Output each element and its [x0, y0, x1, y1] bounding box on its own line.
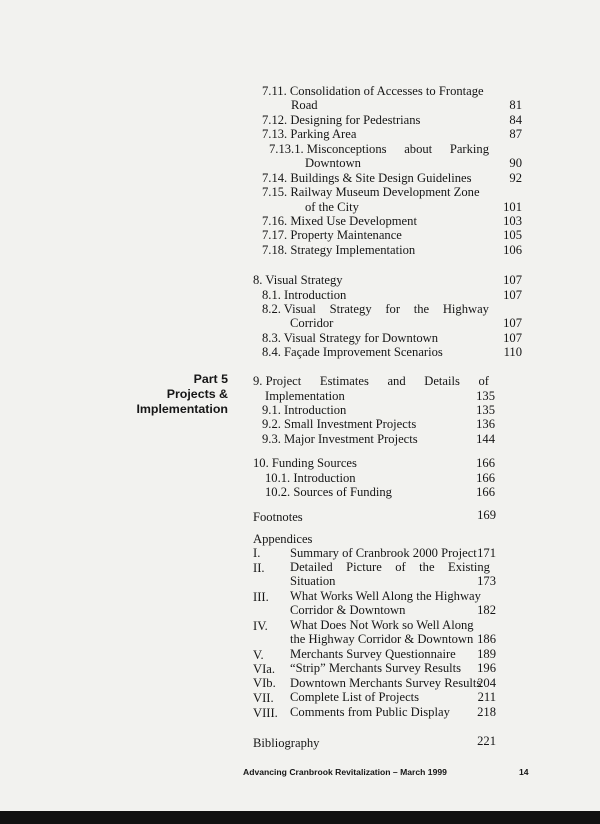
appendix-entry-cont: Corridor & Downtown	[290, 603, 406, 617]
toc-page: 107	[503, 273, 522, 287]
toc-page: 166	[476, 471, 495, 485]
toc-entry-7-18: 7.18. Strategy Implementation	[262, 243, 416, 257]
appendix-number: VIa.	[253, 662, 276, 676]
part-heading-line-2: Implementation	[136, 402, 228, 416]
appendix-number: IV.	[253, 619, 268, 633]
toc-entry-7-11: 7.11. Consolidation of Accesses to Frontage	[262, 84, 484, 98]
appendix-number: VIb.	[253, 676, 276, 690]
appendix-number: II.	[253, 561, 265, 575]
toc-page: 107	[503, 331, 522, 345]
toc-entry-7-14: 7.14. Buildings & Site Design Guidelines	[262, 171, 472, 185]
toc-entry-7-13-1: 7.13.1. Misconceptions about Parking	[269, 142, 489, 156]
toc-entry-9-2: 9.2. Small Investment Projects	[262, 417, 417, 431]
appendix-entry: Downtown Merchants Survey Results	[290, 676, 482, 690]
part-label: Part 5	[193, 372, 228, 386]
toc-page: 166	[476, 485, 495, 499]
toc-entry-7-11-cont: Road	[291, 98, 318, 112]
appendix-entry-cont: the Highway Corridor & Downtown	[290, 632, 474, 646]
appendix-number: VIII.	[253, 706, 278, 720]
toc-entry-9-cont: Implementation	[265, 389, 345, 403]
footer-title: Advancing Cranbrook Revitalization – March 1999	[243, 767, 447, 777]
appendix-number: I.	[253, 546, 261, 560]
toc-page: 211	[477, 690, 496, 704]
toc-entry-7-12: 7.12. Designing for Pedestrians	[262, 113, 421, 127]
toc-page: 221	[477, 734, 496, 748]
appendix-number: VII.	[253, 691, 274, 705]
appendix-entry: What Works Well Along the Highway	[290, 589, 481, 603]
toc-page: 204	[477, 676, 496, 690]
appendix-entry: Comments from Public Display	[290, 705, 450, 719]
toc-entry-7-15: 7.15. Railway Museum Development Zone	[262, 185, 480, 199]
toc-page: 189	[477, 647, 496, 661]
toc-entry-9: 9. Project Estimates and Details of	[253, 374, 489, 388]
toc-entry-bibliography: Bibliography	[253, 736, 320, 750]
toc-entry-9-3: 9.3. Major Investment Projects	[262, 432, 418, 446]
appendix-number: III.	[253, 590, 269, 604]
toc-entry-8-2-cont: Corridor	[290, 316, 334, 330]
appendix-entry: Complete List of Projects	[290, 690, 420, 704]
toc-entry-10-2: 10.2. Sources of Funding	[265, 485, 392, 499]
toc-entry-7-16: 7.16. Mixed Use Development	[262, 214, 417, 228]
toc-page: 105	[503, 228, 522, 242]
toc-page: 171	[477, 546, 496, 560]
toc-entry-appendices: Appendices	[253, 532, 313, 546]
appendix-entry-cont: Situation	[290, 574, 336, 588]
toc-page: 173	[477, 574, 496, 588]
toc-entry-8-3: 8.3. Visual Strategy for Downtown	[262, 331, 439, 345]
appendix-entry: Merchants Survey Questionnaire	[290, 647, 456, 661]
toc-page: 182	[477, 603, 496, 617]
toc-page: 101	[503, 200, 522, 214]
toc-entry-7-17: 7.17. Property Maintenance	[262, 228, 402, 242]
scan-edge	[0, 811, 600, 824]
toc-entry-7-15-cont: of the City	[305, 200, 359, 214]
toc-page: 186	[477, 632, 496, 646]
toc-page: 135	[476, 389, 495, 403]
toc-page: 84	[509, 113, 522, 127]
toc-page: 90	[509, 156, 522, 170]
appendix-entry: Summary of Cranbrook 2000 Project	[290, 546, 477, 560]
toc-page: 92	[509, 171, 522, 185]
toc-page: 107	[503, 316, 522, 330]
toc-page: 218	[477, 705, 496, 719]
part-heading-line-1: Projects &	[166, 387, 228, 401]
toc-entry-9-1: 9.1. Introduction	[262, 403, 347, 417]
toc-page: 106	[503, 243, 522, 257]
toc-entry-7-13-1-cont: Downtown	[305, 156, 361, 170]
toc-entry-8: 8. Visual Strategy	[253, 273, 343, 287]
appendix-entry: What Does Not Work so Well Along	[290, 618, 474, 632]
appendix-number: V.	[253, 648, 264, 662]
toc-page: 136	[476, 417, 495, 431]
toc-entry-7-13: 7.13. Parking Area	[262, 127, 357, 141]
toc-page: 196	[477, 661, 496, 675]
toc-page: 166	[476, 456, 495, 470]
appendix-entry: “Strip” Merchants Survey Results	[290, 661, 462, 675]
toc-page: 107	[503, 288, 522, 302]
toc-entry-10: 10. Funding Sources	[253, 456, 357, 470]
toc-page: 169	[477, 508, 496, 522]
toc-entry-8-4: 8.4. Façade Improvement Scenarios	[262, 345, 443, 359]
toc-entry-10-1: 10.1. Introduction	[265, 471, 356, 485]
page-number: 14	[519, 767, 529, 777]
toc-entry-8-2: 8.2. Visual Strategy for the Highway	[262, 302, 489, 316]
toc-entry-8-1: 8.1. Introduction	[262, 288, 347, 302]
toc-page: 135	[476, 403, 495, 417]
toc-entry-footnotes: Footnotes	[253, 510, 303, 524]
toc-page: 110	[503, 345, 522, 359]
toc-page: 144	[476, 432, 495, 446]
appendix-entry: Detailed Picture of the Existing	[290, 560, 490, 574]
toc-page: 81	[509, 98, 522, 112]
toc-page: 103	[503, 214, 522, 228]
toc-page: 87	[509, 127, 522, 141]
